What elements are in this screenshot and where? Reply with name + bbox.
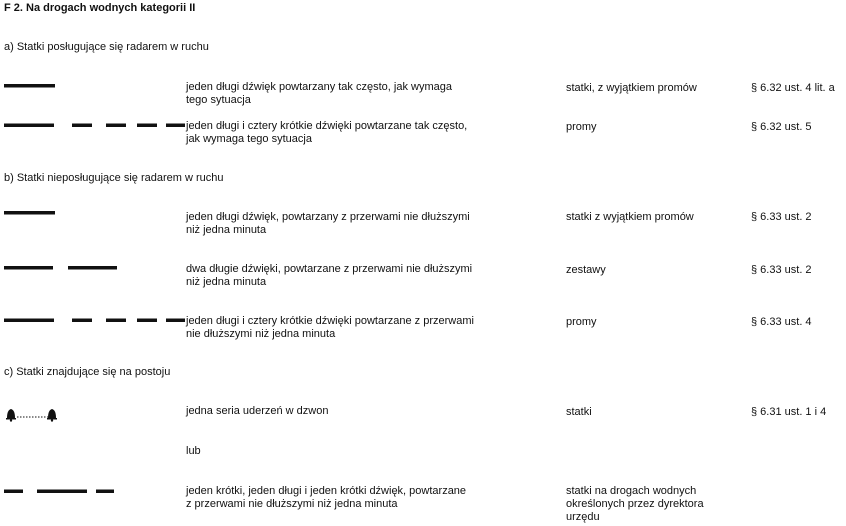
- row-desc: [186, 405, 328, 418]
- desc-line: jeden długi i cztery krótkie dźwięki powtarzane z przerwami: [186, 315, 474, 327]
- desc-line: niż jedna minuta: [186, 276, 267, 288]
- row-who: promy: [566, 316, 597, 328]
- desc-line: z przerwami nie dłuższymi niż jedna minuta: [186, 498, 398, 510]
- bell-icon: [6, 409, 16, 422]
- who-line: statki na drogach wodnych: [566, 485, 697, 497]
- section-heading-c: c) Statki znajdujące się na postoju: [4, 366, 171, 378]
- row-desc: [186, 263, 472, 289]
- row-ref: § 6.33 ust. 4: [751, 316, 812, 328]
- row-ref: § 6.32 ust. 4 lit. a: [751, 82, 835, 94]
- row-ref: § 6.32 ust. 5: [751, 121, 812, 133]
- desc-line: niż jedna minuta: [186, 224, 267, 236]
- desc-line: tego sytuacja: [186, 94, 251, 106]
- desc-line: jeden długi dźwięk powtarzany tak często, jak wymaga: [186, 81, 452, 93]
- row-who: [566, 485, 704, 524]
- row-who: zestawy: [566, 264, 606, 276]
- section-heading-a: a) Statki posługujące się radarem w ruchu: [4, 41, 209, 53]
- signal-long-four-short-icon: [4, 122, 186, 129]
- row-desc: [186, 81, 452, 107]
- who-line: określonych przez dyrektora: [566, 498, 704, 510]
- row-desc: [186, 315, 474, 341]
- signal-long-icon: [4, 210, 58, 216]
- desc-line: dwa długie dźwięki, powtarzane z przerwami nie dłuższymi: [186, 263, 473, 275]
- row-ref: § 6.31 ust. 1 i 4: [751, 406, 827, 418]
- desc-line: jak wymaga tego sytuacja: [186, 133, 312, 145]
- desc-line: jedna seria uderzeń w dzwon: [186, 405, 329, 417]
- bell-icon: [47, 409, 57, 422]
- desc-line: jeden krótki, jeden długi i jeden krótki dźwięk, powtarzane: [186, 485, 467, 497]
- or-label: lub: [186, 445, 201, 457]
- row-ref: § 6.33 ust. 2: [751, 264, 812, 276]
- row-who: promy: [566, 121, 597, 133]
- row-desc: [186, 211, 470, 237]
- signal-long-four-short-icon: [4, 317, 186, 324]
- row-who: statki: [566, 406, 592, 418]
- desc-line: jeden długi i cztery krótkie dźwięki powtarzane tak często,: [186, 120, 468, 132]
- bell-series-icon: [4, 406, 64, 422]
- signal-short-long-short-icon: [4, 488, 116, 495]
- document-title: F 2. Na drogach wodnych kategorii II: [4, 2, 196, 14]
- desc-line: jeden długi dźwięk, powtarzany z przerwami nie dłuższymi: [186, 211, 470, 223]
- desc-line: nie dłuższymi niż jedna minuta: [186, 328, 336, 340]
- signal-two-long-icon: [4, 265, 120, 271]
- signal-long-icon: [4, 83, 58, 89]
- row-ref: § 6.33 ust. 2: [751, 211, 812, 223]
- row-desc: [186, 120, 467, 146]
- row-desc: [186, 485, 466, 511]
- row-who: statki, z wyjątkiem promów: [566, 82, 697, 94]
- row-who: statki z wyjątkiem promów: [566, 211, 694, 223]
- who-line: urzędu: [566, 511, 600, 523]
- section-heading-b: b) Statki nieposługujące się radarem w ruchu: [4, 172, 224, 184]
